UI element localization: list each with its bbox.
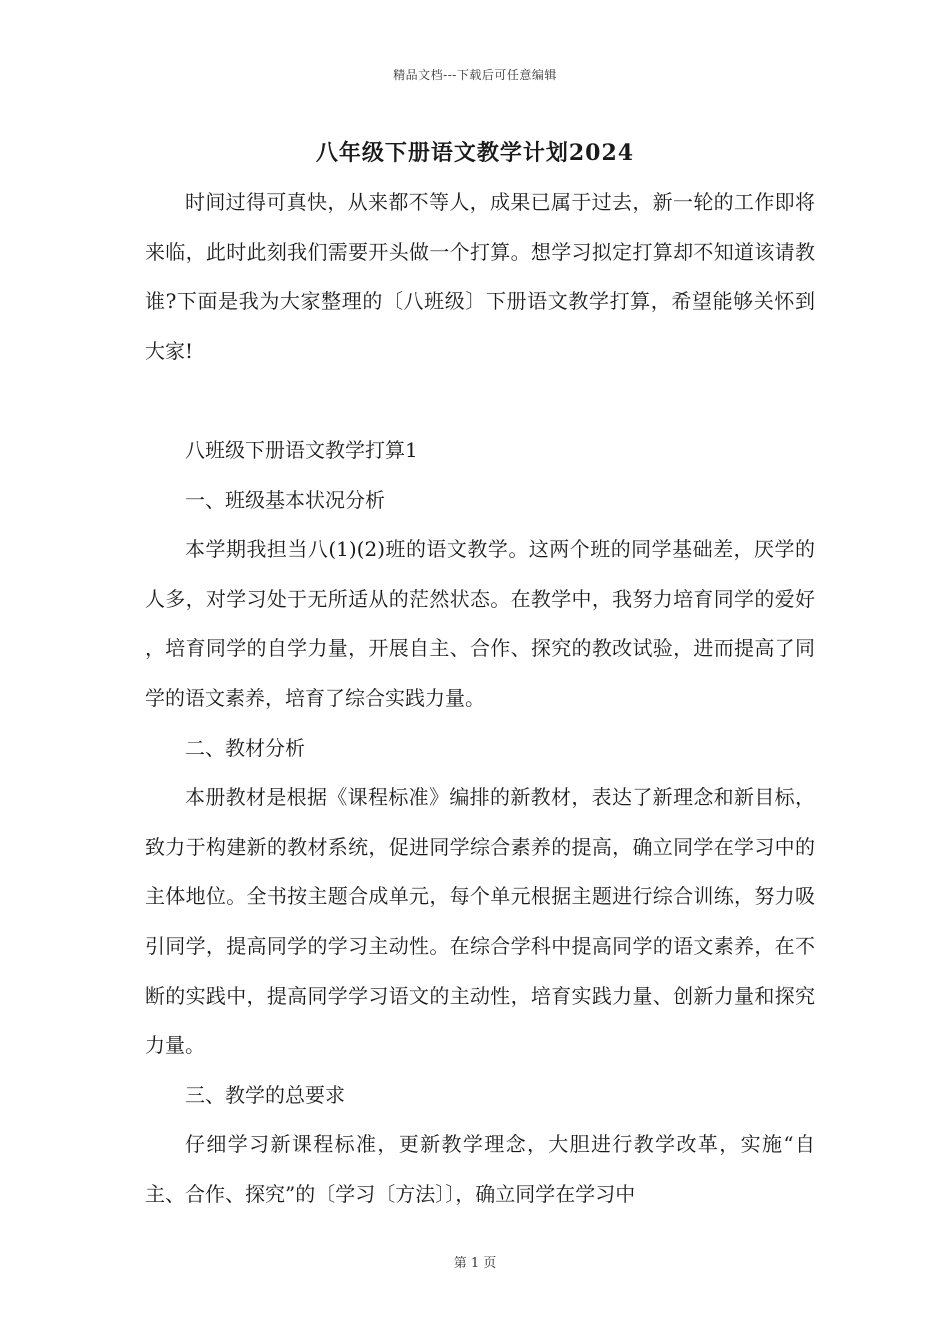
section-heading-class-analysis: 一、班级基本状况分析 [185, 487, 385, 512]
page-header: 精品文档---下载后可任意编辑 [393, 68, 557, 82]
teaching-requirements-paragraph: 仔细学习新课程标准，更新教学理念，大胆进行教学改革，实施“自主、合作、探究”的〔学习〔方法〕〕，确立同学在学习中 [145, 1132, 815, 1206]
section-plan-heading: 八班级下册语文教学打算1 [185, 437, 418, 462]
document-title: 八年级下册语文教学计划2024 [315, 140, 635, 166]
section-heading-textbook-analysis: 二、教材分析 [185, 735, 305, 760]
class-analysis-paragraph: 本学期我担当八(1)(2)班的语文教学。这两个班的同学基础差，厌学的人多，对学习处于无所适从的茫然状态。在教学中，我努力培育同学的爱好 ，培育同学的自学力量，开展自主、合作、探究的教改试验，进而提高了同学的语文素养，培育了综合实践力量。 [145, 537, 822, 710]
document-body [145, 178, 822, 1219]
paragraph-spacer [145, 376, 815, 426]
intro-paragraph: 时间过得可真快，从来都不等人，成果已属于过去，新一轮的工作即将来临，此时此刻我们需要开头做一个打算。想学习拟定打算却不知道该请教谁?下面是我为大家整理的〔八班级〕下册语文教学打算，希望能够关怀到大家! [145, 190, 815, 363]
textbook-analysis-paragraph: 本册教材是根据《课程标准》编排的新教材，表达了新理念和新目标，致力于构建新的教材系统，促进同学综合素养的提高，确立同学在学习中的主体地位。全书按主题合成单元，每个单元根据主题进行综合训练，努力吸引同学，提高同学的学习主动性。在综合学科中提高同学的语文素养，在不断的实践中，提高同学学习语文的主动性，培育实践力量、创新力量和探究力量。 [145, 785, 815, 1058]
section-heading-teaching-requirements: 三、教学的总要求 [185, 1082, 345, 1107]
page-number: 第 1 页 [453, 1256, 497, 1271]
